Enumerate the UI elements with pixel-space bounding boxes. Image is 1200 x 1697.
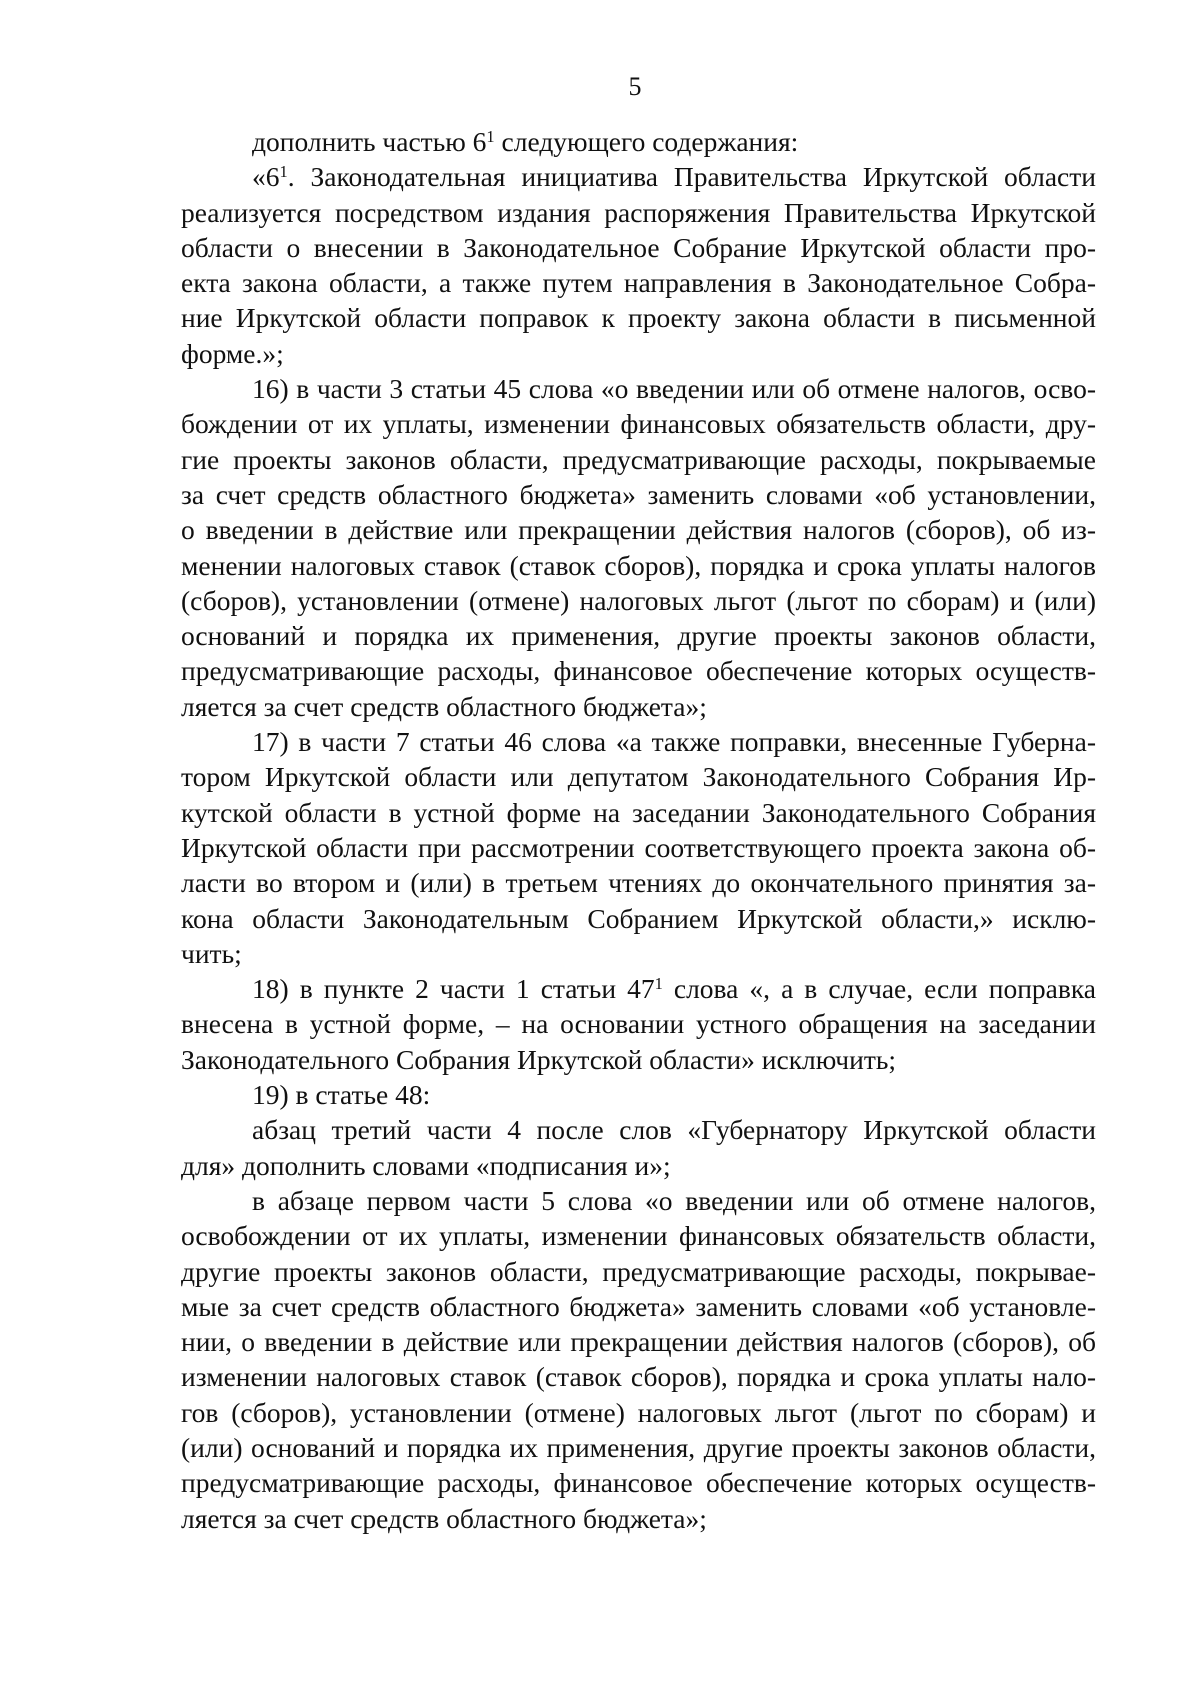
text-line: реализуется посредством издания распоряжения Правительства Иркутской xyxy=(181,196,1096,228)
text-line: менении налоговых ставок (ставок сборов), порядка и срока уплаты налогов xyxy=(181,549,1096,581)
text-line: в абзаце первом части 5 слова «о введении или об отмене налогов, xyxy=(252,1184,1096,1216)
text-line: Иркутской области при рассмотрении соответствующего проекта закона об- xyxy=(181,831,1096,863)
text-line: 19) в статье 48: xyxy=(252,1079,431,1111)
text-line: внесена в устной форме, – на основании устного обращения на заседании xyxy=(181,1008,1096,1040)
text-line: области о внесении в Законодательное Собрание Иркутской области про- xyxy=(181,231,1096,263)
text-line: (или) оснований и порядка их применения, другие проекты законов области, xyxy=(181,1431,1096,1463)
paragraph xyxy=(181,1077,1096,1112)
text-line: 16) в части 3 статьи 45 слова «о введении или об отмене налогов, осво- xyxy=(252,373,1096,405)
text-line: абзац третий части 4 после слов «Губернатору Иркутской области xyxy=(252,1114,1096,1146)
text-line: мые за счет средств областного бюджета» заменить словами «об установле- xyxy=(181,1290,1096,1322)
text-line: 17) в части 7 статьи 46 слова «а также поправки, внесенные Губерна- xyxy=(252,726,1096,758)
text-line: дополнить частью $6^1$ следующего содержания: xyxy=(252,126,799,157)
text-line: ласти во втором и (или) в третьем чтениях до окончательного принятия за- xyxy=(181,867,1096,899)
document-body xyxy=(181,124,1096,1536)
text-line: за счет средств областного бюджета» заменить словами «об установлении, xyxy=(181,478,1096,510)
text-line: гие проекты законов области, предусматривающие расходы, покрываемые xyxy=(181,443,1096,475)
text-line: ляется за счет средств областного бюджета»; xyxy=(181,1502,707,1534)
text-line: освобождении от их уплаты, изменении финансовых обязательств области, xyxy=(181,1220,1096,1252)
page-number: 5 xyxy=(628,72,642,101)
text-line: «$6^1$. Законодательная инициатива Правительства Иркутской области xyxy=(252,161,1096,193)
paragraph xyxy=(181,971,1096,1077)
paragraph xyxy=(181,724,1096,971)
text-line: изменении налоговых ставок (ставок сборов), порядка и срока уплаты нало- xyxy=(181,1361,1096,1393)
text-line: чить; xyxy=(181,937,242,969)
paragraph xyxy=(181,159,1096,371)
text-line: ние Иркутской области поправок к проекту закона области в письменной xyxy=(181,302,1096,334)
paragraph xyxy=(181,371,1096,724)
text-line: кона области Законодательным Собранием Иркутской области,» исклю- xyxy=(181,902,1096,934)
text-line: нии, о введении в действие или прекращении действия налогов (сборов), об xyxy=(181,1326,1096,1358)
text-line: предусматривающие расходы, финансовое обеспечение которых осуществ- xyxy=(181,655,1096,687)
text-line: (сборов), установлении (отмене) налоговых льгот (льгот по сборам) и (или) xyxy=(181,584,1096,616)
text-line: 18) в пункте 2 части 1 статьи $47^1$ слова «, а в случае, если поправка xyxy=(252,973,1096,1005)
text-line: бождении от их уплаты, изменении финансовых обязательств области, дру- xyxy=(181,408,1096,440)
superscript: 1 xyxy=(486,126,495,146)
text-line: другие проекты законов области, предусматривающие расходы, покрывае- xyxy=(181,1255,1096,1287)
text-line: гов (сборов), установлении (отмене) налоговых льгот (льгот по сборам) и xyxy=(181,1396,1096,1428)
text-line: о введении в действие или прекращении действия налогов (сборов), об из- xyxy=(181,514,1096,546)
text-line: форме.»; xyxy=(181,337,284,369)
text-line: оснований и порядка их применения, другие проекты законов области, xyxy=(181,620,1096,652)
superscript: 1 xyxy=(654,974,663,994)
paragraph xyxy=(181,124,1096,159)
text-line: предусматривающие расходы, финансовое обеспечение которых осуществ- xyxy=(181,1467,1096,1499)
text-line: для» дополнить словами «подписания и»; xyxy=(181,1149,671,1181)
text-line: ляется за счет средств областного бюджета»; xyxy=(181,690,707,722)
text-line: тором Иркутской области или депутатом Законодательного Собрания Ир- xyxy=(181,761,1096,793)
text-line: Законодательного Собрания Иркутской области» исключить; xyxy=(181,1043,897,1075)
superscript: 1 xyxy=(279,162,288,182)
text-line: екта закона области, а также путем направления в Законодательное Собра- xyxy=(181,267,1096,299)
paragraph xyxy=(181,1112,1096,1183)
paragraph xyxy=(181,1183,1096,1536)
text-line: кутской области в устной форме на заседании Законодательного Собрания xyxy=(181,796,1096,828)
